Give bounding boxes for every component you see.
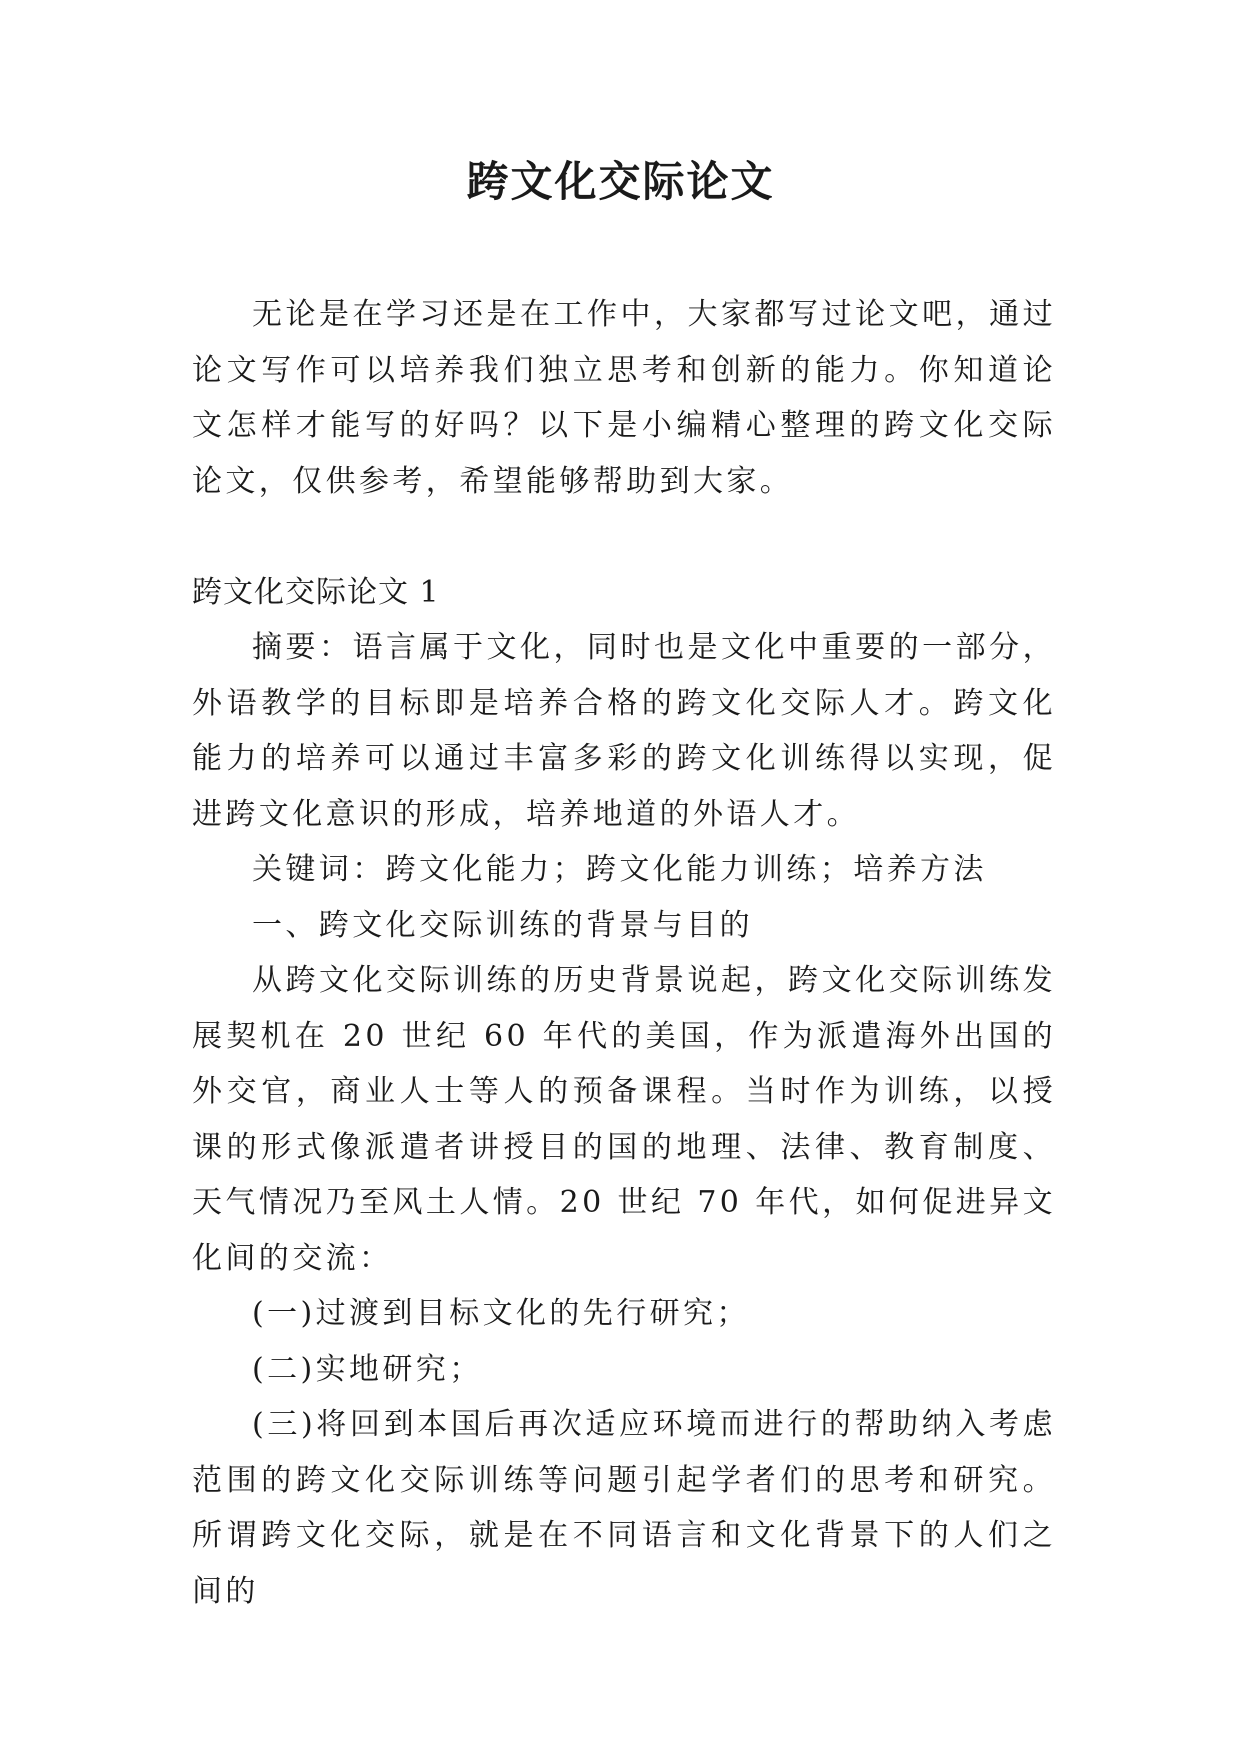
document-body: [192, 287, 1056, 1619]
section-title: 跨文化交际论文 1: [192, 574, 440, 610]
list-item: (二)实地研究；: [252, 1351, 483, 1387]
document-title: 跨文化交际论文: [466, 157, 775, 206]
abstract-paragraph: 摘要：语言属于文化，同时也是文化中重要的一部分，外语教学的目标即是培养合格的跨文化交际人才。跨文化能力的培养可以通过丰富多彩的跨文化训练得以实现，促进跨文化意识的形成，培养地道的外语人才。: [192, 630, 1056, 832]
body-paragraph: 从跨文化交际训练的历史背景说起，跨文化交际训练发展契机在 20 世纪 60 年代的美国，作为派遣海外出国的外交官，商业人士等人的预备课程。当时作为训练，以授课的形式像派遣者讲授目的国的地理、法律、教育制度、天气情况乃至风土人情。20 世纪 70 年代，如何促进异文化间的交流：: [192, 963, 1056, 1276]
section-heading: 一、跨文化交际训练的背景与目的: [252, 907, 753, 943]
intro-paragraph: 无论是在学习还是在工作中，大家都写过论文吧，通过论文写作可以培养我们独立思考和创新的能力。你知道论文怎样才能写的好吗？以下是小编精心整理的跨文化交际论文，仅供参考，希望能够帮助到大家。: [192, 297, 1056, 499]
keywords-paragraph: 关键词：跨文化能力；跨文化能力训练；培养方法: [252, 852, 987, 887]
list-item: (三)将回到本国后再次适应环境而进行的帮助纳入考虑范围的跨文化交际训练等问题引起学者们的思考和研究。所谓跨文化交际，就是在不同语言和文化背景下的人们之间的: [192, 1407, 1056, 1609]
list-item: (一)过渡到目标文化的先行研究；: [252, 1296, 750, 1331]
